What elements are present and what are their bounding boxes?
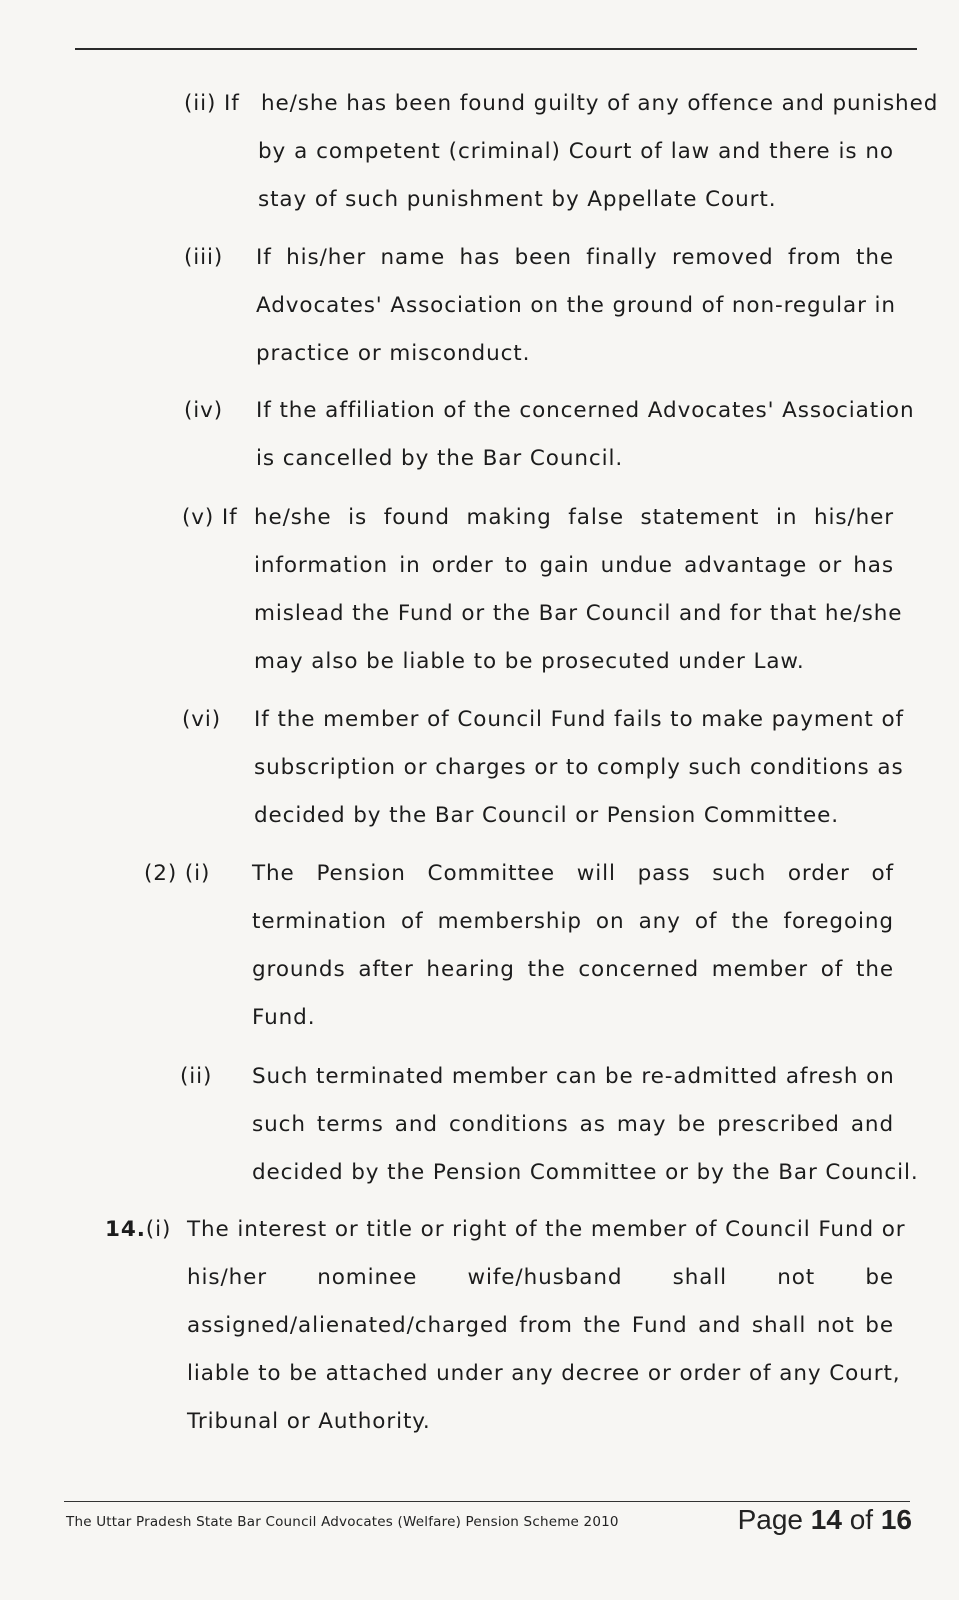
clause-line: Fund. [252, 1005, 316, 1030]
page-word: Page [737, 1504, 803, 1535]
clause-2-ii [0, 1053, 959, 1203]
clause-label: (iv) [184, 398, 224, 423]
footer-rule [64, 1501, 910, 1502]
clause-label: (2) (i) [144, 861, 211, 886]
clause-text [256, 387, 915, 483]
clause-line: termination of membership on any of the foregoing [252, 909, 894, 934]
clause-label: (ii) If [184, 91, 240, 116]
clause-iv [0, 387, 959, 487]
clause-line: Advocates' Association on the ground of non-regular in [256, 293, 896, 318]
clause-2-i [0, 850, 959, 1046]
clause-label: (v) If [182, 505, 238, 530]
page-current: 14 [810, 1504, 842, 1535]
clause-text-cont [258, 128, 894, 224]
clause-text [254, 494, 903, 686]
clause-label: (vi) [182, 707, 222, 732]
clause-line: If the member of Council Fund fails to make payment of [254, 707, 904, 732]
clause-line: mislead the Fund or the Bar Council and for that he/she [254, 601, 903, 626]
clause-text [252, 850, 894, 1042]
clause-line: subscription or charges or to comply such conditions as [254, 755, 904, 780]
clause-v [0, 494, 959, 690]
clause-line: If his/her name has been finally removed from the [256, 245, 894, 270]
clause-text [252, 1053, 919, 1197]
clause-line: may also be liable to be prosecuted under Law. [254, 649, 805, 674]
clause-line: he/she has been found guilty of any offence and punished [261, 91, 939, 116]
clause-line: decided by the Pension Committee or by the Bar Council. [252, 1160, 919, 1185]
clause-text [256, 234, 894, 378]
clause-line: liable to be attached under any decree or order of any Court, [187, 1361, 901, 1386]
header-rule [75, 48, 917, 50]
clause-label: (iii) [184, 245, 224, 270]
clause-line: is cancelled by the Bar Council. [256, 446, 624, 471]
sub-clause-number: (i) [145, 1217, 172, 1242]
clause-14-i [0, 1206, 959, 1451]
clause-iii [0, 234, 959, 384]
clause-text [187, 1206, 906, 1446]
clause-line: he/she is found making false statement in his/her [254, 505, 894, 530]
clause-line: his/her nominee wife/husband shall not be [187, 1265, 894, 1290]
clause-line: Tribunal or Authority. [187, 1409, 431, 1434]
clause-label: (ii) [180, 1064, 213, 1089]
clause-ii [0, 80, 959, 230]
footer-scheme-title: The Uttar Pradesh State Bar Council Advocates (Welfare) Pension Scheme 2010 [66, 1514, 619, 1530]
clause-line: If the affiliation of the concerned Advocates' Association [256, 398, 915, 423]
clause-line: by a competent (criminal) Court of law and there is no [258, 139, 894, 164]
clause-line: The Pension Committee will pass such order of [252, 861, 894, 886]
clause-line: information in order to gain undue advantage or has [254, 553, 894, 578]
clause-text [184, 80, 939, 128]
page-total: 16 [880, 1504, 912, 1535]
clause-line: grounds after hearing the concerned member of the [252, 957, 894, 982]
clause-vi [0, 696, 959, 846]
clause-line: assigned/alienated/charged from the Fund and shall not be [187, 1313, 894, 1338]
page-of: of [849, 1504, 874, 1535]
clause-line: The interest or title or right of the member of Council Fund or [187, 1217, 906, 1242]
clause-line: Such terminated member can be re-admitted afresh on [252, 1064, 895, 1089]
clause-line: practice or misconduct. [256, 341, 531, 366]
page-number [738, 1504, 912, 1536]
clause-text [254, 696, 904, 840]
clause-line: decided by the Bar Council or Pension Committee. [254, 803, 840, 828]
clause-line: stay of such punishment by Appellate Court. [258, 187, 777, 212]
clause-label [105, 1206, 171, 1254]
section-number: 14. [105, 1217, 146, 1242]
clause-line: such terms and conditions as may be prescribed and [252, 1112, 894, 1137]
